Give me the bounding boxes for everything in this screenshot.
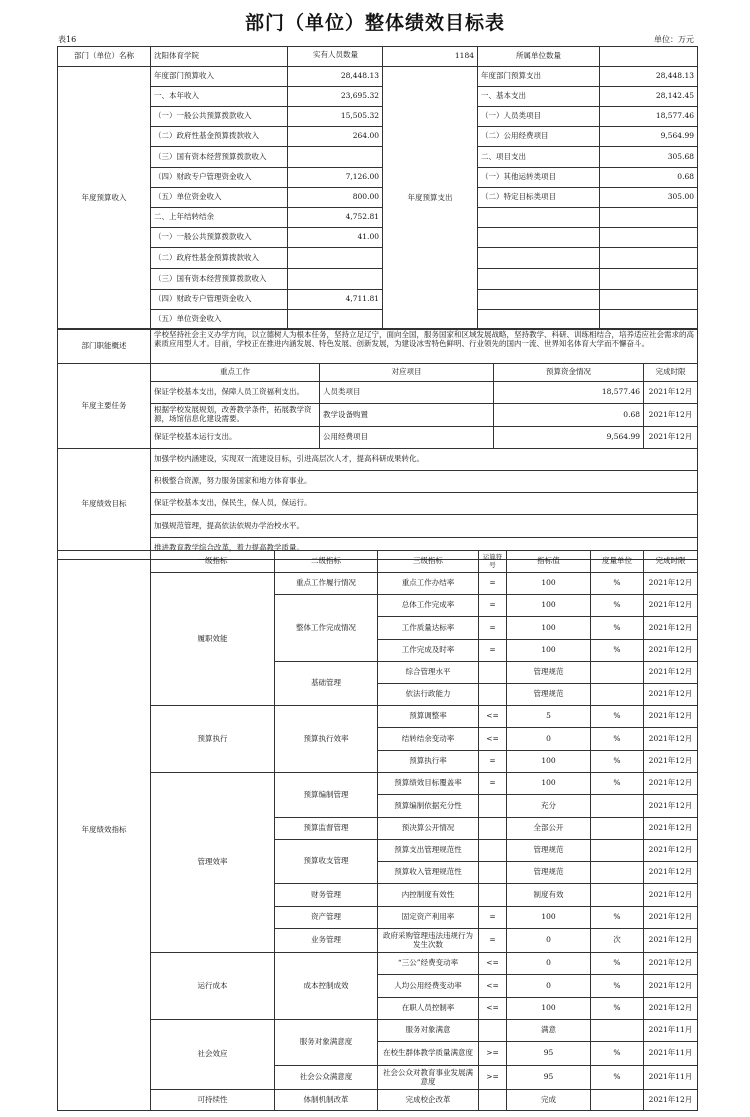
income-value: 7,126.00 <box>288 168 383 188</box>
val-cell: 100 <box>507 617 591 640</box>
deadline-cell: 2021年11月 <box>644 1042 698 1066</box>
col-l1: 一级指标 <box>151 551 275 573</box>
tasks-col-deadline: 完成时限 <box>644 364 698 382</box>
l1-cell: 可持续性 <box>151 1090 275 1111</box>
expense-label: （二）特定目标类项目 <box>478 188 600 208</box>
deadline-cell: 2021年12月 <box>644 773 698 795</box>
deadline-cell: 2021年12月 <box>644 953 698 975</box>
op-cell <box>479 795 507 818</box>
l3-cell: 人均公用经费变动率 <box>378 975 479 998</box>
unit-cell: % <box>591 1042 644 1066</box>
unit-cell: % <box>591 706 644 728</box>
income-label: 年度部门预算收入 <box>151 67 288 87</box>
income-value <box>288 269 383 290</box>
col-val: 指标值 <box>507 551 591 573</box>
deadline-cell: 2021年12月 <box>644 862 698 884</box>
l3-cell: 服务对象满意 <box>378 1020 479 1042</box>
unit-cell <box>591 1020 644 1042</box>
val-cell: 管理规范 <box>507 662 591 684</box>
tasks-col-work: 重点工作 <box>151 364 320 382</box>
income-label: （一）一般公共预算拨款收入 <box>151 228 288 248</box>
indicators-label: 年度绩效指标 <box>58 551 151 1111</box>
income-value: 41.00 <box>288 228 383 248</box>
l2-cell: 体制机制改革 <box>275 1090 378 1111</box>
income-label: （四）财政专户管理资金收入 <box>151 290 288 310</box>
income-label: 二、上年结转结余 <box>151 208 288 228</box>
income-value: 15,505.32 <box>288 107 383 127</box>
goal-item: 推进教育教学综合改革，着力提高教学质量。 <box>151 538 698 560</box>
goal-item: 积极整合资源，努力服务国家和地方体育事业。 <box>151 471 698 493</box>
tasks-col-item: 对应项目 <box>320 364 494 382</box>
l1-cell: 运行成本 <box>151 953 275 1020</box>
task-item: 公用经费项目 <box>320 427 494 449</box>
unit-cell: % <box>591 953 644 975</box>
tasks-col-budget: 预算资金情况 <box>494 364 644 382</box>
l3-cell: 依法行政能力 <box>378 684 479 706</box>
unit-cell <box>591 884 644 907</box>
deadline-cell: 2021年12月 <box>644 998 698 1020</box>
unit-cell: % <box>591 617 644 640</box>
val-cell: 95 <box>507 1042 591 1066</box>
table-number: 表16 <box>58 35 77 44</box>
l3-cell: 工作完成及时率 <box>378 640 479 662</box>
op-cell <box>479 818 507 840</box>
l2-cell: 基础管理 <box>275 662 378 706</box>
unit-cell <box>591 818 644 840</box>
deadline-cell: 2021年12月 <box>644 684 698 706</box>
unit-cell: % <box>591 573 644 595</box>
l3-cell: 内控制度有效性 <box>378 884 479 907</box>
expense-label: 年度部门预算支出 <box>478 67 600 87</box>
op-cell: <= <box>479 975 507 998</box>
op-cell <box>479 884 507 907</box>
unit-cell: % <box>591 907 644 929</box>
l3-cell: 社会公众对教育事业发展满意度 <box>378 1066 479 1090</box>
val-cell: 5 <box>507 706 591 728</box>
l3-cell: 完成校企改革 <box>378 1090 479 1111</box>
income-label: （二）政府性基金预算拨款收入 <box>151 248 288 269</box>
deadline-cell: 2021年11月 <box>644 1066 698 1090</box>
deadline-cell: 2021年12月 <box>644 640 698 662</box>
l3-cell: 重点工作办结率 <box>378 573 479 595</box>
deadline-cell: 2021年12月 <box>644 840 698 862</box>
budget-table <box>57 46 698 330</box>
task-item: 人员类项目 <box>320 382 494 404</box>
deadline-cell: 2021年12月 <box>644 728 698 751</box>
deadline-cell: 2021年12月 <box>644 1090 698 1111</box>
col-l2: 二级指标 <box>275 551 378 573</box>
l3-cell: 政府采购管理违法违规行为发生次数 <box>378 929 479 953</box>
l3-cell: 综合管理水平 <box>378 662 479 684</box>
l2-cell: 预算收支管理 <box>275 840 378 884</box>
val-cell: 满意 <box>507 1020 591 1042</box>
unit-cell <box>591 684 644 706</box>
deadline-cell: 2021年12月 <box>644 818 698 840</box>
l3-cell: “三公”经费变动率 <box>378 953 479 975</box>
income-label: （二）政府性基金预算拨款收入 <box>151 127 288 147</box>
expense-label: （一）其他运转类项目 <box>478 168 600 188</box>
deadline-cell: 2021年12月 <box>644 573 698 595</box>
unit-label: 单位：万元 <box>654 35 694 44</box>
page-title: 部门（单位）整体绩效目标表 <box>244 12 505 34</box>
unit-cell: % <box>591 1066 644 1090</box>
val-cell: 充分 <box>507 795 591 818</box>
staff-count-value: 1184 <box>454 51 474 61</box>
expense-value: 305.68 <box>600 147 698 168</box>
l3-cell: 总体工作完成率 <box>378 595 479 617</box>
deadline-cell: 2021年12月 <box>644 907 698 929</box>
val-cell: 95 <box>507 1066 591 1090</box>
task-budget: 0.68 <box>494 404 644 427</box>
val-cell: 0 <box>507 728 591 751</box>
l1-cell: 管理效率 <box>151 773 275 953</box>
op-cell <box>479 662 507 684</box>
tasks-label: 年度主要任务 <box>58 364 151 449</box>
income-value: 4,711.81 <box>288 290 383 310</box>
deadline-cell: 2021年12月 <box>644 929 698 953</box>
income-label: （五）单位资金收入 <box>151 188 288 208</box>
dept-name-value: 沈阳体育学院 <box>151 47 288 67</box>
income-value: 4,752.81 <box>288 208 383 228</box>
l1-cell: 履职效能 <box>151 573 275 706</box>
expense-value: 28,448.13 <box>600 67 698 87</box>
unit-cell: % <box>591 998 644 1020</box>
val-cell: 100 <box>507 907 591 929</box>
op-cell <box>479 840 507 862</box>
goal-item: 保证学校基本支出，保民生，保人员，保运行。 <box>151 493 698 515</box>
goal-item: 加强规范管理，提高依法依规办学治校水平。 <box>151 515 698 538</box>
op-cell: = <box>479 907 507 929</box>
expense-value: 9,564.99 <box>600 127 698 147</box>
l2-cell: 预算编制管理 <box>275 773 378 818</box>
unit-cell: % <box>591 640 644 662</box>
val-cell: 100 <box>507 595 591 617</box>
val-cell: 100 <box>507 998 591 1020</box>
income-value: 264.00 <box>288 127 383 147</box>
expense-value: 305.00 <box>600 188 698 208</box>
l3-cell: 在职人员控制率 <box>378 998 479 1020</box>
unit-cell <box>591 1090 644 1111</box>
deadline-cell: 2021年12月 <box>644 884 698 907</box>
l2-cell: 财务管理 <box>275 884 378 907</box>
task-deadline: 2021年12月 <box>644 382 698 404</box>
val-cell: 100 <box>507 751 591 773</box>
task-budget: 9,564.99 <box>494 427 644 449</box>
expense-value: 28,142.45 <box>600 87 698 107</box>
income-label: （一）一般公共预算拨款收入 <box>151 107 288 127</box>
expense-label: 二、项目支出 <box>478 147 600 168</box>
val-cell: 管理规范 <box>507 840 591 862</box>
goal-item: 加强学校内涵建设，实现双一流建设目标，引进高层次人才，提高科研成果转化。 <box>151 449 698 471</box>
income-value <box>288 310 383 330</box>
dept-name-label: 部门（单位）名称 <box>58 47 151 67</box>
l2-cell: 成本控制成效 <box>275 953 378 1020</box>
l2-cell: 社会公众满意度 <box>275 1066 378 1090</box>
task-deadline: 2021年12月 <box>644 404 698 427</box>
deadline-cell: 2021年11月 <box>644 1020 698 1042</box>
indicators-table <box>57 550 698 1111</box>
l2-cell: 整体工作完成情况 <box>275 595 378 662</box>
l3-cell: 预决算公开情况 <box>378 818 479 840</box>
expense-value: 18,577.46 <box>600 107 698 127</box>
l2-cell: 服务对象满意度 <box>275 1020 378 1066</box>
deadline-cell: 2021年12月 <box>644 617 698 640</box>
expense-value: 0.68 <box>600 168 698 188</box>
op-cell: = <box>479 929 507 953</box>
l3-cell: 预算收入管理规范性 <box>378 862 479 884</box>
income-value: 28,448.13 <box>288 67 383 87</box>
unit-cell: % <box>591 975 644 998</box>
sub-units-label: 所属单位数量 <box>478 47 600 67</box>
expense-section-label: 年度预算支出 <box>383 67 478 330</box>
income-value <box>288 248 383 269</box>
op-cell <box>479 1090 507 1111</box>
op-cell: <= <box>479 998 507 1020</box>
val-cell: 0 <box>507 929 591 953</box>
duties-text: 学校坚持社会主义办学方向，以立德树人为根本任务，坚持立足辽宁，面向全国，服务国家和区域发展战略，坚持教学、科研、训练相结合，培养适应社会需求的高素质应用型人才。目前，学校正在推进内涵发展、特色发展、创新发展，为建设冰雪特色鲜明、行业领先的国内一流、世界知名体育大学而不懈奋斗。 <box>151 329 698 364</box>
unit-cell <box>591 840 644 862</box>
op-cell: = <box>479 640 507 662</box>
expense-label: （一）人员类项目 <box>478 107 600 127</box>
deadline-cell: 2021年12月 <box>644 975 698 998</box>
val-cell: 全部公开 <box>507 818 591 840</box>
task-work: 根据学校发展规划，改善教学条件，拓展教学资源，场馆信息化建设需要。 <box>151 404 320 427</box>
op-cell: <= <box>479 706 507 728</box>
l3-cell: 预算调整率 <box>378 706 479 728</box>
tasks-table <box>57 328 698 560</box>
op-cell: <= <box>479 953 507 975</box>
l2-cell: 资产管理 <box>275 907 378 929</box>
col-op: 运算符号 <box>479 551 507 573</box>
unit-cell: % <box>591 728 644 751</box>
l3-cell: 固定资产利用率 <box>378 907 479 929</box>
expense-label: （二）公用经费项目 <box>478 127 600 147</box>
task-budget: 18,577.46 <box>494 382 644 404</box>
unit-cell: % <box>591 751 644 773</box>
deadline-cell: 2021年12月 <box>644 795 698 818</box>
l3-cell: 预算绩效目标覆盖率 <box>378 773 479 795</box>
duties-label: 部门职能概述 <box>58 329 151 364</box>
goals-label: 年度绩效目标 <box>58 449 151 560</box>
unit-cell <box>591 862 644 884</box>
l3-cell: 预算执行率 <box>378 751 479 773</box>
l3-cell: 预算编制依据充分性 <box>378 795 479 818</box>
op-cell: = <box>479 773 507 795</box>
l2-cell: 业务管理 <box>275 929 378 953</box>
task-work: 保证学校基本支出，保障人员工资福利支出。 <box>151 382 320 404</box>
op-cell: = <box>479 595 507 617</box>
col-deadline: 完成时限 <box>644 551 698 573</box>
l1-cell: 社会效应 <box>151 1020 275 1090</box>
deadline-cell: 2021年12月 <box>644 662 698 684</box>
income-label: （三）国有资本经营预算拨款收入 <box>151 147 288 168</box>
unit-cell: 次 <box>591 929 644 953</box>
income-section-label: 年度预算收入 <box>58 67 151 330</box>
task-item: 教学设备购置 <box>320 404 494 427</box>
header-row <box>58 47 698 67</box>
income-label: （三）国有资本经营预算拨款收入 <box>151 269 288 290</box>
task-work: 保证学校基本运行支出。 <box>151 427 320 449</box>
val-cell: 0 <box>507 975 591 998</box>
op-cell: = <box>479 573 507 595</box>
val-cell: 制度有效 <box>507 884 591 907</box>
staff-count-label: 实有人员数量 <box>313 50 358 59</box>
unit-cell <box>591 795 644 818</box>
income-value <box>288 147 383 168</box>
deadline-cell: 2021年12月 <box>644 751 698 773</box>
l1-cell: 预算执行 <box>151 706 275 773</box>
op-cell: <= <box>479 728 507 751</box>
op-cell: = <box>479 617 507 640</box>
op-cell: >= <box>479 1066 507 1090</box>
val-cell: 管理规范 <box>507 862 591 884</box>
income-value: 23,695.32 <box>288 87 383 107</box>
income-label: （四）财政专户管理资金收入 <box>151 168 288 188</box>
val-cell: 100 <box>507 573 591 595</box>
l2-cell: 重点工作履行情况 <box>275 573 378 595</box>
deadline-cell: 2021年12月 <box>644 706 698 728</box>
sub-units-value <box>600 47 698 67</box>
task-deadline: 2021年12月 <box>644 427 698 449</box>
op-cell: = <box>479 751 507 773</box>
l3-cell: 结转结余变动率 <box>378 728 479 751</box>
op-cell: >= <box>479 1042 507 1066</box>
col-l3: 三级指标 <box>378 551 479 573</box>
val-cell: 0 <box>507 953 591 975</box>
l3-cell: 预算支出管理规范性 <box>378 840 479 862</box>
l2-cell: 预算执行效率 <box>275 706 378 773</box>
col-unit: 度量单位 <box>591 551 644 573</box>
l3-cell: 工作质量达标率 <box>378 617 479 640</box>
op-cell <box>479 684 507 706</box>
income-label: 一、本年收入 <box>151 87 288 107</box>
deadline-cell: 2021年12月 <box>644 595 698 617</box>
unit-cell: % <box>591 595 644 617</box>
unit-cell <box>591 662 644 684</box>
op-cell <box>479 1020 507 1042</box>
val-cell: 管理规范 <box>507 684 591 706</box>
income-value: 800.00 <box>288 188 383 208</box>
op-cell <box>479 862 507 884</box>
val-cell: 100 <box>507 773 591 795</box>
l2-cell: 预算监督管理 <box>275 818 378 840</box>
val-cell: 完成 <box>507 1090 591 1111</box>
l3-cell: 在校生群体教学质量满意度 <box>378 1042 479 1066</box>
income-label: （五）单位资金收入 <box>151 310 288 330</box>
unit-cell: % <box>591 773 644 795</box>
val-cell: 100 <box>507 640 591 662</box>
expense-label: 一、基本支出 <box>478 87 600 107</box>
